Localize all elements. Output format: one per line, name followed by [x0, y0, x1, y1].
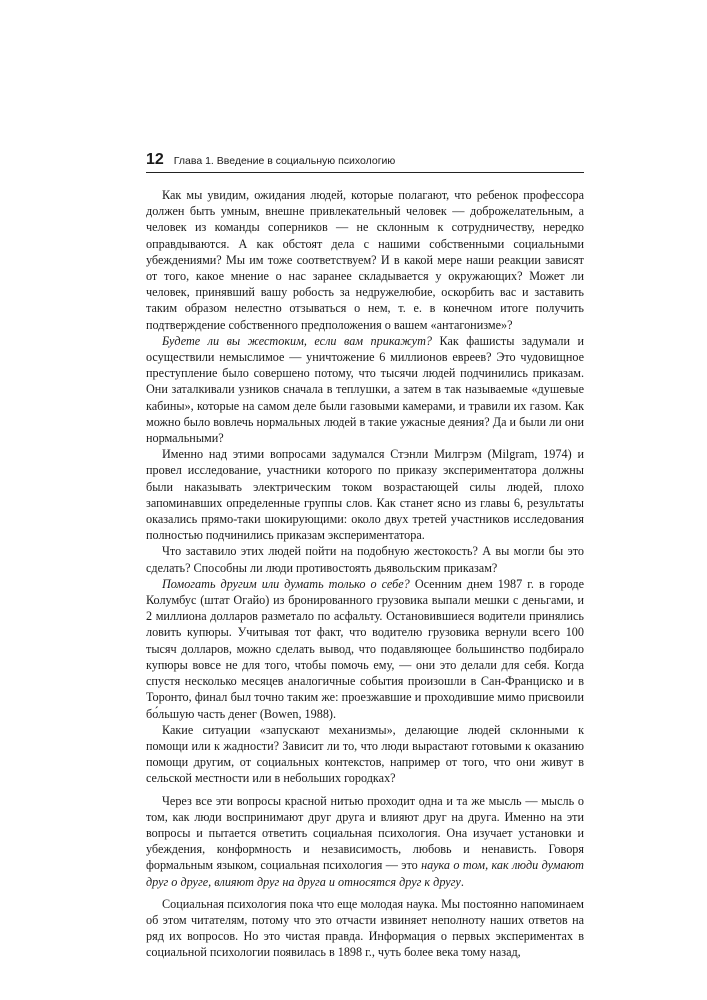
text-run: . — [460, 874, 464, 889]
text-run: Какие ситуации «запускают механизмы», делающие людей склонными к помощи или к жадности? Зависит ли то, что люди вырастают готовыми к оказанию помощи другим, от социальных контекстов, например от того, что они живут в сельской местности или в небольших городках? — [146, 722, 584, 786]
text-run: Именно над этими вопросами задумался Стэнли Милгрэм (Milgram, 1974) и провел исследование, участники которого по приказу экспериментатора должны были наказывать электрическим током возрастающей силы людей, плохо запоминавших определенные группы слов. Как станет ясно из главы 6, результаты оказались прямо-таки шокирующими: около двух третей участников исследования полностью подчинились приказам экспериментатора. — [146, 447, 584, 543]
running-head — [146, 151, 584, 173]
paragraph — [146, 576, 584, 722]
text-run: Как фашисты задумали и осуществили немыслимое — уничтожение 6 миллионов евреев? Это чудовищное преступление было совершено потому, что тысячи людей подчинились приказам. Они заталкивали узников сначала в теплушки, а затем в так называемые «душевые кабины», которые на самом деле были газовыми камерами, и травили их газом. Как можно было вовлечь нормальных людей в такие ужасные деяния? Да и были ли они нормальными? — [146, 333, 584, 446]
body-text — [146, 187, 584, 961]
italic-text: наука о том, как люди думают друг о друге, влияют друг на друга и относятся друг к другу — [146, 858, 584, 889]
paragraph — [146, 722, 584, 787]
chapter-title: Глава 1. Введение в социальную психологию — [173, 155, 396, 167]
page-number: 12 — [146, 151, 164, 168]
text-run: Через все эти вопросы красной нитью проходит одна и та же мысль — мысль о том, как люди воспринимают друг друга и влияют друг на друга. Именно на эти вопросы и пытается ответить социальная психология. Она изучает установки и убеждения, конформность и независимость, любовь и ненависть. Говоря формальным языком, социальная психология — это — [146, 793, 584, 873]
text-run: Социальная психология пока что еще молодая наука. Мы постоянно напоминаем об этом читателям, потому что это отчасти извиняет неполноту наших ответов на ряд их вопросов. Но это чистая правда. Информация о первых экспериментах в социальной психологии появилась в 1898 г., чуть более века тому назад, — [146, 896, 584, 960]
italic-text: Помогать другим или думать только о себе? — [162, 576, 410, 591]
paragraph — [146, 187, 584, 333]
book-page — [146, 151, 584, 961]
paragraph — [146, 543, 584, 575]
paragraph — [146, 446, 584, 543]
italic-text: Будете ли вы жестоким, если вам прикажут? — [162, 333, 432, 348]
text-run: Осенним днем 1987 г. в городе Колумбус (штат Огайо) из бронированного грузовика выпали мешки с деньгами, и 2 миллиона долларов разметало по асфальту. Остановившиеся водители принялись ловить купюры. Учитывая тот факт, что водителю грузовика вернули всего 100 тысяч долларов, можно сделать вывод, что подавляющее большинство подбирало купюры вовсе не для того, чтобы помочь ему, — они это делали для себя. Когда спустя несколько месяцев аналогичные события произошли в Сан-Франциско и в Торонто, финал был точно таким же: проезжавшие и проходившие мимо присвоили бо́льшую часть денег (Bowen, 1988). — [146, 576, 584, 721]
paragraph — [146, 896, 584, 961]
text-run: Как мы увидим, ожидания людей, которые полагают, что ребенок профессора должен быть умным, внешне привлекательный человек — доброжелательным, а человек из команды соперников — не склонным к сотрудничеству, нередко оправдываются. А как обстоят дела с нашими собственными социальными убеждениями? Мы им тоже соответствуем? И в какой мере наши реакции зависят от того, какое мнение о нас заранее складывается у окружающих? Может ли человек, принявший вашу робость за недружелюбие, оскорбить вас и заставить таким образом нелестно отзываться о нем, т. е. в конечном итоге получить подтверждение собственного предположения о вашем «антагонизме»? — [146, 188, 584, 332]
text-run: Что заставило этих людей пойти на подобную жестокость? А вы могли бы это сделать? Способны ли люди противостоять дьявольским приказам? — [146, 544, 584, 575]
paragraph — [146, 793, 584, 890]
paragraph — [146, 333, 584, 446]
